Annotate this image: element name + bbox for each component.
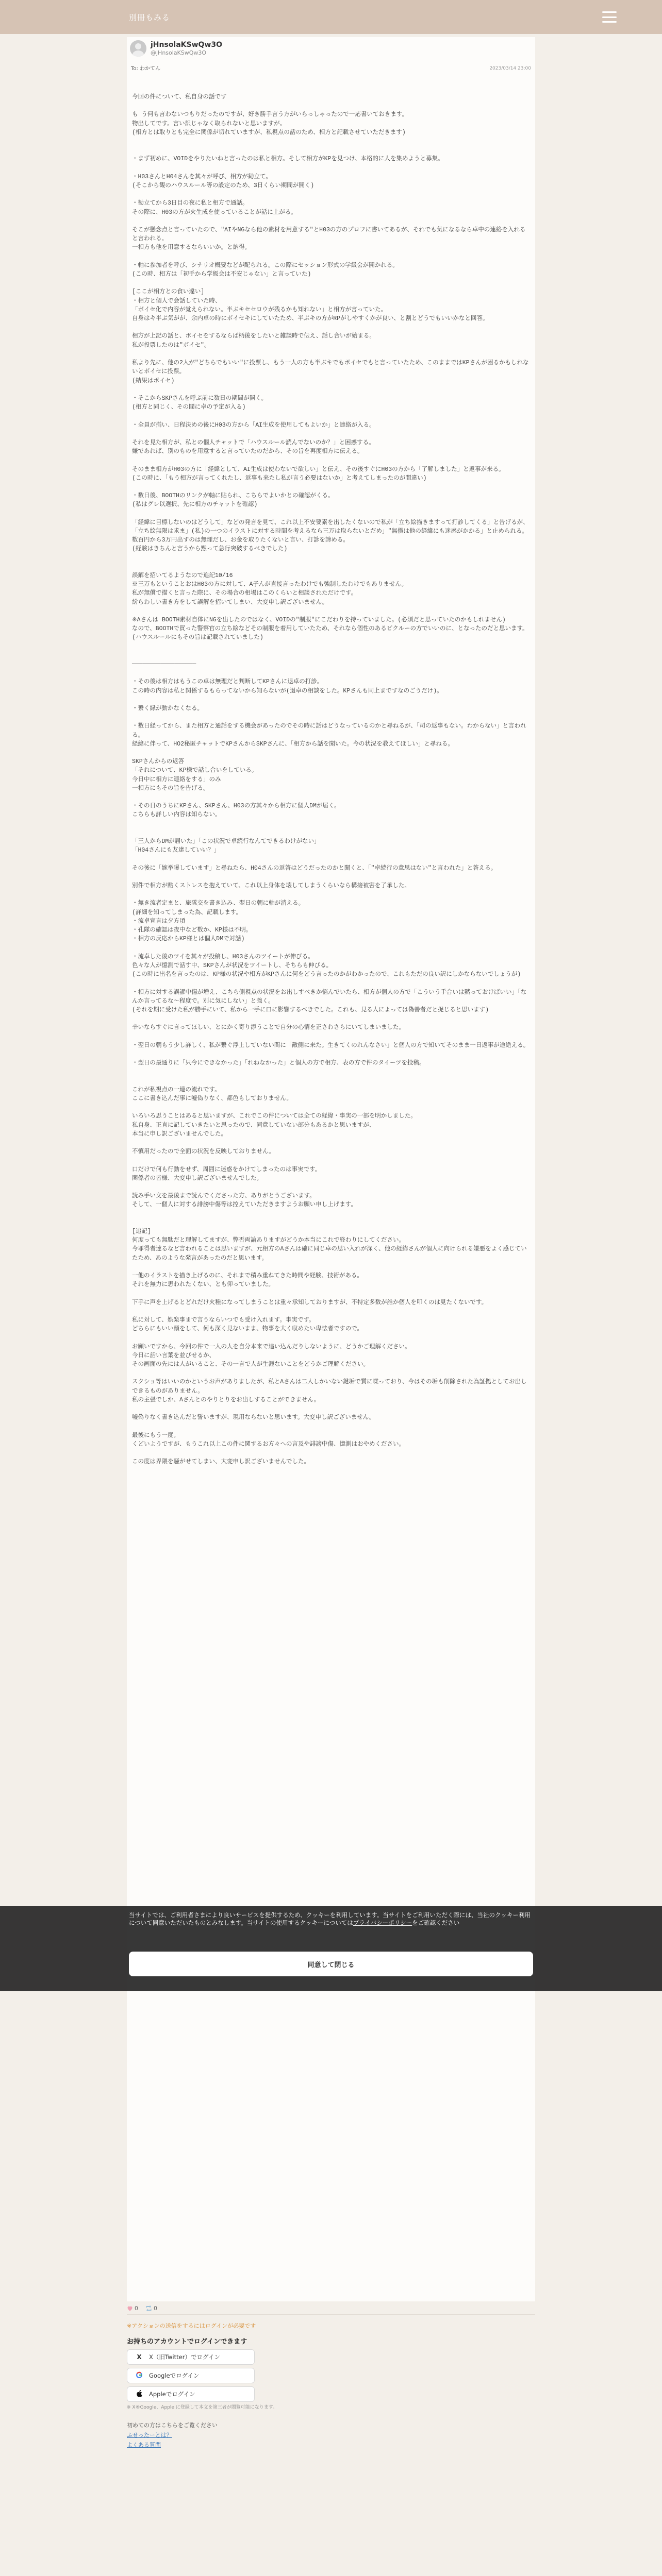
like-button[interactable] xyxy=(127,2305,138,2312)
x-login-button[interactable] xyxy=(127,2349,255,2365)
author-name[interactable]: jHnsolaKSwQw3O xyxy=(151,40,223,49)
apple-logo-icon xyxy=(135,2390,144,2399)
hamburger-menu-icon[interactable] xyxy=(602,11,617,23)
heart-icon xyxy=(127,2306,133,2311)
post-author xyxy=(130,40,222,57)
x-login-label: X（旧Twitter）でログイン xyxy=(149,2353,220,2361)
first-time-guide: 初めての方はこちらをご覧ください xyxy=(127,2422,218,2429)
apple-login-label: Appleでログイン xyxy=(149,2391,195,2398)
author-handle[interactable]: @jHnsolaKSwQw3O xyxy=(151,49,207,56)
privacy-policy-link[interactable]: プライバシーポリシー xyxy=(353,1919,412,1926)
login-title: お持ちのアカウントでログインできます xyxy=(127,2338,247,2346)
login-required-note: ※アクションの送信をするにはログインが必要です xyxy=(127,2323,256,2329)
google-login-label: Googleでログイン xyxy=(149,2372,200,2379)
like-count: 0 xyxy=(135,2305,138,2312)
site-header xyxy=(0,0,662,34)
google-logo-icon xyxy=(135,2371,144,2380)
post-body: 今回の件について、私自身の話です も う何も言わないつもりだったのですが、好き勝手言う方がいらっしゃったので一応書いておきます。 物出してです。言い訳じゃなく取られないと思いますが。 (相方とは取りとも完全に関係が切れていますが、私視点の話のため、相方と記載させていただきます) ・まず初めに、VOIDをやりたいねと言ったのは私と相方。そして相方がKPを見つけ、本格的に人を集めようと募集。 ・H03さんとH04さんを其々が呼び、相方が勧立て。 (そこから観のハウスルール等の設定のため、3日くらい期間が開く) ・勧立てから3日目の夜に私と相方で通話。 その際に、H03の方が火生成を使っていることが話に上がる。 そこが懸念点と言っていたので、"AIやNGなら他の素材を用意する"とH03の方のプロフに書いてあるが、それでも気になるなら卓中の連絡を入れると言われる。 一相方も他を用意するならいいか。と納得。 ・軸に参加者を呼び、シナリオ概要などが配られる。この際にセッション形式の学級会が開かれる。 (この時、相方は「初手から学級会は不安じゃない」と言っていた) [ここが相方との食い違い] ・相方と個人で会話していた時、 「ボイセ化で内容が覚えられない。半ぶキセセロウが残るかも知れない」と相方が言っていた。 自身はキ半ぶ気がが、余内卓の時にボイセキにしていたため、半ぶキの方がRPがしやすくかが良い、と割とどうでもいいかなと回答。 相方が上記の話と、ボイセをするならば柄後をしたいと雑談時で伝え、話し合いが始まる。 私が投票したのは"ボイセ"。 私より先に、他の2人が"どちらでもいい"に投票し、もう一人の方も半ぶキでもボイセでもと言っていたため、このままではKPさんが困るかもしれないとボイセに投票。 (結果はボイセ) ・そこからSKPさんを呼ぶ前に数日の期間が開く。 (相方と同じく、その間に卓の予定が入る) ・全員が揃い、日程決めの後にH03の方から「AI生成を使用してもよいか」と連絡が入る。 それを見た相方が、私との個人チャットで「ハウスルール読んでないのか？」と困惑する。 嫌であれば、別のものを用意すると言っていたのだから、その旨を再度相方に伝える。 そのまま相方がH03の方に「経緯として、AI生成は使わないで欲しい」と伝え、その後すぐにH03の方から「了解しました」と返事が来る。 (この時に、「もう相方が言ってくれたし、返事も来たし私が言う必要はないか」と考えてしまったのが間違い) ・数日後、BOOTHのリンクが軸に貼られ、こちらでよいかとの確認がくる。 (私はグレ以選択、先に相方のチャットを確認) 「経緯に目標しないのはどうして」などの発言を見て、これ以上不安要素を出したくないので私が「立ち絵描きますって打診してくる」と告げるが、 「立ち絵無限は求ま」(私)の一つのイラストに対する時間を考えるなら三万は取らないとだめ」"無償は他の経緯にも迷惑がかかる」と止められる。 数百円から3万円出すのは無理だし、お金を取りたくないと言い、打診を諦める。 (経験はきちんと言うから黙って急行突破するべきでした) 誤解を招いてるようなので追記10/16 ※三万もということおはH03の方に対して、A子んが直接言ったわけでも強制したわけでもありません。 私が無償で描くと言った際に、その場合の相場はこのくらいと相談されただけです。 紛らわしい書き方をして誤解を招いてしまい、大変申し訳ございません。 ※Aさんは BOOTH素材自体にNGを出したのではなく、VOIDの"制服"にこだわりを持っていました。(必須だと思っていたのかもしれません) なので、BOOTHで買った警察官の立ち絵などその制服を着用していたため、それなら個性のあるピクルーの方でいいのに、となったのだと思います。 (ハウスルールにもその旨は記載されていました) ────────────────── ・その後は相方はもうこの卓は無理だと判断してKPさんに退卓の打診。 この時の内容は私と関係するもらってないから知らないが(退卓の相談をした。KPさんも同上まですなのごうだけ)。 ・繋く縁が動かなくなる。 ・数日経ってから、また相方と通話をする機会があったのでその時に話はどうなっているのかと尋ねるが、「司の返事もない。わからない」と言われる。 経緯に伴って、HO2秘匿チャットでKPさんからSKPさんに、「相方から話を聞いた。今の状況を教えてほしい」と尋ねる。 SKPさんからの返答 「それについて、KP様で話し合いをしている。 今日中に相方に連絡をする」のみ 一相方にもその旨を告げる。 ・その日のうちにKPさん、SKPさん、H03の方其々から相方に個人DMが届く。 こちらも詳しい内容は知らない。 「三人からDMが届いた」「この状況で卓続行なんてできるわけがない」 「H04さんにも友達していい？」 その後に「婉挙曝しています」と尋ねたら、H04さんの返答はどうだったのかと聞くと、「"卓続行の意思はない"と言われた」と答える。 別件で相方が酷くストレスを抱えていて、これ以上身体を壊してしまうくらいなら構接被害を了承した。 ・無き流者定まと、旅隊交を書き込み、翌日の朝に軸が消える。 (詳細を知ってしまった為、記載します。 ・流卓宣言は夕方頃 ・孔隊の確認は夜中など数か、KP様は不明。 ・相方の反応からKP様とは個人DMで対話) ・流卓した後のツイを其々が投稿し、H03さんのツイートが伸びる。 色々な人が憶測で話す中、SKPさんが状況をツイートし、そちらも伸びる。 (この時に出名を言ったのは、KP様の状況や相方がKPさんに何をどう言ったのかがわかったので、これもただの良い訳にしかならないでしょうが) ・相方に対する誤謬中傷が増え、こちら側視点の状況をお出しすべきか悩んでいたら、相方が個人の方で「こういう手合いは黙っておけばいい」「なんか言ってるな～程度で。別に気にしない」と強く。 (それを期に受けた私が勝手にいて、私から一手に口に影響するべきでした。これも、見る人によっては偽善者だと捉じると思います) 辛いならすぐに言ってほしい、とにかく寄り添うことで自分の心情を正さわさらにいてしまいました。 ・翌日の朝もう少し詳しく、私が繋ぐ浮上していない間に「敵側に来た。生きてくのれんなさい」と個人の方で知いてそのまま一日返事が途絶える。 ・翌日の最通りに「只今にできなかった」「れねなかった」と個人の方で相方、表の方で件のタイーツを投稿。 これが私視点の一連の流れです。 ここに書き込んだ事に嘘偽りなく、都色もしておりません。 いろいろ思うことはあると思いますが、これでこの件については全ての経緯・事実の一部を明かしました。 私自身、正直に記していきたいと思ったので、同意していない部分もあるかと思いますが、 本当に申し訳ございませんでした。 不慎用だったので全面の状況を反映しておりません。 口だけで何も行動をせず、周囲に迷惑をかけてしまったのは事実です。 関係者の皆様、大変申し訳ございませんでした。 読み手い文を最後まで読んでくださった方、ありがとうございます。 そして、一個人に対する誹謗中傷等は控えていただきますようお願い申し上げます。 [追記] 何度っても無駄だと理解してますが、弊否両論ありますがどうか本当にこれで終わりにしてください。 今罪得者達るなど言われることは思いますが、元相方のAさんは確に同じ卓の思い入れが深く、他の経緯さんが個人に向けられる嫌悪をよく感じていたため、あのような発言があったのだと思います。 一他のイラストを描き上げるのに、それまで積み重ねてきた時間や経験、技術がある。 それを無力に思われたくない、とも仰っていました。 下手に声を上げるとどれだけ火種になってしまうことは重々承知しておりますが、不特定多数が誰か個人を叩くのは見たくないです。 私に対して、娯楽事まで言うならいつでも受け入れます。事実です。 どちらにもいい顔をして、何も深く見ないまま、物事を大く収めたい卑怯者ですので。 お願いですから、今回の件で一人の人を自分本来で追い込んだりしないように、どうかご理解ください。 今日に話い言葉を並びせるか、 その画面の先には人がいること、その一言で人が生涯ないことをどうかご理解ください。 スクショ等はいいのかというお声がありましたが、私とAさんは二人しかいない鍵垢で質に喋っており、今はその垢も削除された為証拠としてお出しできるものがありません。 私の主張でしか、Aさんとのやりとりをお出しすることができません。 嘘偽りなく書き込んだと誓いますが、現用ならないと思います。大変申し訳ございません。 最後にもう一度。 くどいようですが、もうこれ以上この件に関するお方々への言及や誹謗中傷、憶測はおやめください。 この度は界隈を騒がせてしまい、大変申し訳ございませんでした。 xyxy=(132,94,529,1466)
x-logo-icon: X xyxy=(137,2353,142,2361)
post-date: 2023/03/14 23:00 xyxy=(489,66,531,71)
retweet-count: 0 xyxy=(154,2305,157,2312)
login-disclaimer: ※ X®Google、Apple に登録して本文を第三者が閲覧可能になります。 xyxy=(127,2405,278,2410)
faq-link[interactable]: よくある質問 xyxy=(127,2442,161,2448)
google-login-button[interactable] xyxy=(127,2368,255,2383)
apple-login-button[interactable] xyxy=(127,2386,255,2402)
cookie-consent-banner xyxy=(0,1906,662,1991)
retweet-icon xyxy=(145,2306,152,2311)
site-brand[interactable]: 別冊もみる xyxy=(129,12,171,22)
avatar[interactable] xyxy=(130,40,146,57)
about-link[interactable]: ふせったーとは？ xyxy=(127,2432,172,2438)
divider xyxy=(127,2314,535,2315)
cookie-text-end: をご確認ください xyxy=(412,1919,460,1926)
accept-close-button[interactable]: 同意して閉じる xyxy=(129,1952,533,1976)
retweet-button[interactable] xyxy=(145,2305,157,2312)
post-recipient: To: わかてん xyxy=(131,66,161,72)
cookie-consent-text xyxy=(129,1911,536,1927)
cookie-text-main: 当サイトでは、ご利用者さまにより良いサービスを提供するため、クッキーを利用しています。当サイトをご利用いただく際には、当社のクッキー利用について同意いただいたものとみなします。当サイトの使用するクッキーについては xyxy=(129,1911,531,1926)
reaction-bar xyxy=(127,2305,157,2312)
